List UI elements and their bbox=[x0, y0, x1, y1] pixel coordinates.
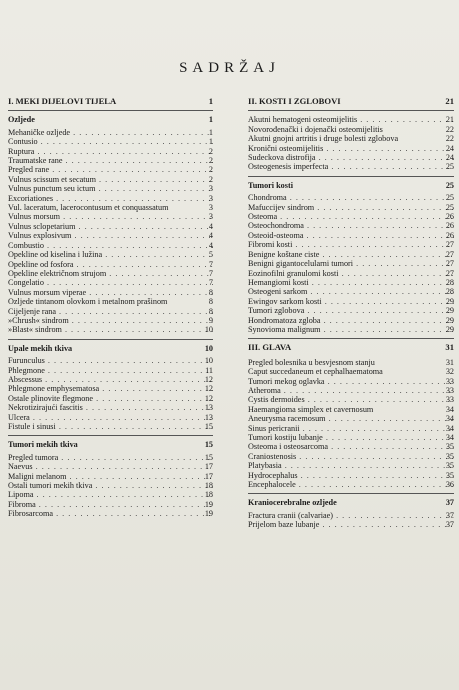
toc-page-number: 25 bbox=[445, 180, 454, 190]
toc-entry-title: Opekline od fosfora . . . bbox=[8, 260, 213, 269]
toc-entry bbox=[248, 144, 454, 153]
toc-page-number: 31 bbox=[445, 357, 454, 367]
toc-page-number: 15 bbox=[204, 452, 213, 462]
toc-entry-title: Vulnus explosivum . . . bbox=[8, 231, 213, 240]
toc-entry-title: Atheroma . . . bbox=[248, 386, 454, 395]
section-divider bbox=[8, 339, 213, 340]
toc-entry bbox=[248, 480, 454, 489]
toc-entry bbox=[248, 358, 454, 367]
toc-page-number: 22 bbox=[445, 124, 454, 134]
page-title: SADRŽAJ bbox=[179, 60, 280, 76]
toc-page-number: 35 bbox=[445, 442, 454, 452]
toc-entry-title: Contusio . . . bbox=[8, 137, 213, 146]
toc-entry-title: Prijelom baze lubanje . . . bbox=[248, 520, 454, 529]
toc-entry-title: Osteoma . . . bbox=[248, 212, 454, 221]
toc-page-number: 10 bbox=[204, 356, 213, 366]
toc-page-number: 27 bbox=[445, 268, 454, 278]
toc-entry bbox=[8, 422, 213, 431]
toc-entry bbox=[248, 386, 454, 395]
toc-entry bbox=[8, 222, 213, 231]
toc-chapter-heading bbox=[248, 181, 454, 190]
toc-page-number: 19 bbox=[204, 499, 213, 509]
toc-page-number: 29 bbox=[445, 296, 454, 306]
toc-entry bbox=[8, 375, 213, 384]
toc-entry-title: Phlegmone emphysematosa . . . bbox=[8, 384, 213, 393]
toc-page-number: 15 bbox=[204, 440, 213, 450]
toc-page-number: 15 bbox=[204, 422, 213, 431]
toc-entry bbox=[8, 278, 213, 287]
toc-entry-title: III. GLAVA bbox=[248, 342, 292, 353]
toc-entry bbox=[248, 452, 454, 461]
toc-page-number: 17 bbox=[204, 471, 213, 481]
toc-page-number: 34 bbox=[445, 404, 454, 414]
toc-entry bbox=[8, 269, 213, 278]
toc-entry-title: Vulnus punctum seu ictum . . . bbox=[8, 184, 213, 193]
toc-page-number: 3 bbox=[208, 212, 213, 222]
toc-entry bbox=[8, 231, 213, 240]
toc-page-number: 1 bbox=[208, 115, 213, 125]
toc-entry-title: Combustio . . . bbox=[8, 241, 213, 250]
section-divider bbox=[8, 435, 213, 436]
toc-page-number: 26 bbox=[445, 230, 454, 240]
toc-page-number: 28 bbox=[445, 287, 454, 297]
toc-entry bbox=[8, 165, 213, 174]
toc-page-number: 27 bbox=[445, 249, 454, 259]
toc-entry bbox=[248, 193, 454, 202]
toc-entry-title: Opekline električnom strujom . . . bbox=[8, 269, 213, 278]
toc-entry bbox=[8, 356, 213, 365]
toc-page-number: 18 bbox=[204, 481, 213, 491]
toc-page-number: 22 bbox=[445, 134, 454, 144]
toc-page-number: 37 bbox=[445, 510, 454, 520]
toc-entry bbox=[248, 250, 454, 259]
toc-page-number: 1 bbox=[208, 127, 213, 137]
toc-page-number: 33 bbox=[445, 385, 454, 395]
toc-entry-title: Hemangiomi kosti . . . bbox=[248, 278, 454, 287]
toc-chapter-heading bbox=[8, 440, 213, 449]
toc-entry-title: Benigne koštane ciste . . . bbox=[248, 250, 454, 259]
toc-entry-title: Opekline od kiselina i lužina . . . bbox=[8, 250, 213, 259]
toc-page-number: 24 bbox=[445, 153, 454, 163]
toc-entry bbox=[8, 509, 213, 518]
toc-entry-title: Vulnus morsum viperae . . . bbox=[8, 288, 213, 297]
toc-page-number: 4 bbox=[208, 240, 213, 250]
toc-entry-title: Ostali tumori mekih tkiva . . . bbox=[8, 481, 213, 490]
toc-entry-title: Maligni melanom . . . bbox=[8, 472, 213, 481]
toc-entry-title: Ozljede bbox=[8, 115, 35, 125]
toc-page-number: 27 bbox=[445, 259, 454, 269]
toc-entry-title: Vulnus scissum et secatum . . . bbox=[8, 175, 213, 184]
toc-page-number: 13 bbox=[204, 412, 213, 422]
section-divider bbox=[8, 110, 213, 111]
toc-entry bbox=[8, 147, 213, 156]
toc-entry bbox=[248, 240, 454, 249]
toc-page-number: 5 bbox=[208, 250, 213, 260]
toc-page-number: 8 bbox=[208, 297, 213, 307]
toc-entry-title: Pregled bolesnika u besvjesnom stanju bbox=[248, 357, 375, 367]
toc-entry-title: »Blast« sindrom . . . bbox=[8, 325, 213, 334]
toc-entry-title: Sinus pericranii . . . bbox=[248, 424, 454, 433]
toc-entry bbox=[248, 287, 454, 296]
toc-entry-title: Naevus . . . bbox=[8, 462, 213, 471]
toc-page-number: 34 bbox=[445, 433, 454, 442]
toc-entry bbox=[248, 221, 454, 230]
toc-entry-title: »Chrush« sindrom . . . bbox=[8, 316, 213, 325]
toc-entry bbox=[248, 405, 454, 414]
toc-entry-title: Kraniocerebralne ozljede bbox=[248, 498, 337, 508]
toc-entry bbox=[248, 306, 454, 315]
toc-page-number: 31 bbox=[445, 342, 454, 353]
toc-entry bbox=[248, 511, 454, 520]
toc-page-number: 9 bbox=[208, 315, 213, 325]
toc-entry-title: Congelatio . . . bbox=[8, 278, 213, 287]
toc-page-number: 25 bbox=[445, 193, 454, 203]
toc-page-number: 35 bbox=[445, 451, 454, 461]
toc-page-number: 28 bbox=[445, 277, 454, 287]
toc-entry bbox=[8, 462, 213, 471]
toc-entry bbox=[248, 231, 454, 240]
toc-page-number: 10 bbox=[204, 343, 213, 353]
toc-entry-title: Mehaničke ozljede . . . bbox=[8, 128, 213, 137]
toc-entry-title: Craniostenosis . . . bbox=[248, 452, 454, 461]
toc-entry-title: Ewingov sarkom kosti . . . bbox=[248, 297, 454, 306]
toc-entry bbox=[8, 212, 213, 221]
toc-entry-title: Upale mekih tkiva bbox=[8, 343, 73, 353]
toc-page-number: 3 bbox=[208, 193, 213, 203]
toc-entry-title: Cystis dermoides . . . bbox=[248, 395, 454, 404]
toc-page-number: 7 bbox=[208, 268, 213, 278]
toc-part-heading bbox=[248, 343, 454, 352]
toc-entry bbox=[8, 156, 213, 165]
toc-entry bbox=[248, 203, 454, 212]
toc-page-number: 3 bbox=[208, 203, 213, 213]
toc-entry-title: Tumori zglobova . . . bbox=[248, 306, 454, 315]
toc-entry bbox=[8, 128, 213, 137]
toc-entry bbox=[248, 316, 454, 325]
section-divider bbox=[248, 176, 454, 177]
toc-entry-title: Fractura cranii (calvariae) . . . bbox=[248, 511, 454, 520]
toc-page-number: 1 bbox=[208, 96, 213, 106]
toc-entry-title: I. MEKI DIJELOVI TIJELA bbox=[8, 96, 117, 106]
toc-entry bbox=[8, 297, 213, 306]
toc-entry-title: Fibromi kosti . . . bbox=[248, 240, 454, 249]
toc-page-number: 21 bbox=[445, 115, 454, 125]
toc-page-number: 33 bbox=[445, 376, 454, 386]
toc-entry bbox=[248, 115, 454, 124]
toc-entry-title: Pregled rane . . . bbox=[8, 165, 213, 174]
toc-entry bbox=[248, 162, 454, 171]
toc-entry-title: Novorođenački i dojenački osteomijelitis bbox=[248, 124, 383, 134]
toc-page-number: 1 bbox=[208, 137, 213, 147]
toc-entry bbox=[248, 125, 454, 134]
toc-entry bbox=[248, 278, 454, 287]
toc-entry-title: Vul. laceratum, lacerocontusum et conquassatum bbox=[8, 203, 169, 213]
toc-entry-title: Caput succedaneum et cephalhaematoma bbox=[248, 367, 383, 377]
toc-entry-title: Osteochondroma . . . bbox=[248, 221, 454, 230]
toc-entry-title: Vulnus sclopetarium . . . bbox=[8, 222, 213, 231]
toc-page-number: 36 bbox=[445, 480, 454, 490]
toc-page-number: 18 bbox=[204, 490, 213, 500]
toc-entry bbox=[8, 288, 213, 297]
toc-entry bbox=[248, 259, 454, 268]
toc-entry bbox=[8, 490, 213, 499]
toc-entry-title: Eozinofilni granulomi kosti . . . bbox=[248, 269, 454, 278]
toc-entry-title: Tumori mekog oglavka . . . bbox=[248, 377, 454, 386]
toc-entry bbox=[248, 424, 454, 433]
toc-entry-title: Fibroma . . . bbox=[8, 500, 213, 509]
toc-entry-title: Lipoma . . . bbox=[8, 490, 213, 499]
toc-entry-title: Encephalocele . . . bbox=[248, 480, 454, 489]
toc-part-heading bbox=[248, 97, 454, 106]
toc-entry bbox=[248, 461, 454, 470]
toc-right-column bbox=[248, 97, 454, 530]
toc-entry-title: Osteoid-osteoma . . . bbox=[248, 231, 454, 240]
toc-page-number: 35 bbox=[445, 470, 454, 480]
toc-page-number: 21 bbox=[445, 96, 454, 106]
toc-entry bbox=[248, 325, 454, 334]
toc-entry bbox=[8, 325, 213, 334]
toc-entry bbox=[8, 500, 213, 509]
toc-entry bbox=[8, 316, 213, 325]
toc-entry-title: Haemangioma simplex et cavernosum bbox=[248, 404, 374, 414]
toc-page-number: 27 bbox=[445, 240, 454, 250]
toc-entry-title: Hondromatoza zgloba . . . bbox=[248, 316, 454, 325]
toc-entry-title: Furunculus . . . bbox=[8, 356, 213, 365]
toc-chapter-heading bbox=[248, 498, 454, 507]
toc-entry-title: Aneurysma racemosum . . . bbox=[248, 414, 454, 423]
toc-entry bbox=[248, 377, 454, 386]
toc-entry-title: Nekrotizirajući fascitis . . . bbox=[8, 403, 213, 412]
toc-page-number: 24 bbox=[445, 143, 454, 153]
toc-part-heading bbox=[8, 97, 213, 106]
toc-entry-title: Ruptura . . . bbox=[8, 147, 213, 156]
toc-page-number: 29 bbox=[445, 315, 454, 325]
toc-page-number: 4 bbox=[208, 231, 213, 241]
toc-entry bbox=[8, 260, 213, 269]
toc-page-number: 7 bbox=[208, 259, 213, 269]
toc-entry bbox=[248, 471, 454, 480]
toc-entry-title: Sudeckova distrofija . . . bbox=[248, 153, 454, 162]
toc-entry bbox=[8, 453, 213, 462]
toc-entry-title: Fistule i sinusi . . . bbox=[8, 422, 213, 431]
toc-entry-title: Traumatske rane . . . bbox=[8, 156, 213, 165]
toc-left-column bbox=[8, 97, 213, 519]
toc-page-number: 2 bbox=[208, 156, 213, 166]
toc-entry-title: Akutni gnojni artritis i druge bolesti zglobova bbox=[248, 134, 399, 144]
toc-entry-title: Tumori mekih tkiva bbox=[8, 440, 78, 450]
toc-entry bbox=[8, 413, 213, 422]
toc-entry-title: Abscessus . . . bbox=[8, 375, 213, 384]
toc-entry-title: Tumori kostiju lubanje . . . bbox=[248, 433, 454, 442]
toc-entry bbox=[248, 520, 454, 529]
toc-entry-title: Tumori kosti bbox=[248, 180, 293, 190]
toc-entry-title: Akutni hematogeni osteomijelitis . . . bbox=[248, 115, 454, 124]
toc-entry bbox=[248, 433, 454, 442]
toc-page-number: 19 bbox=[204, 509, 213, 519]
toc-entry-title: Synovioma malignum . . . bbox=[248, 325, 454, 334]
toc-entry-title: Ozljede tintanom olovkom i metalnom prašinom bbox=[8, 297, 168, 307]
toc-entry bbox=[8, 250, 213, 259]
toc-page-number: 33 bbox=[445, 395, 454, 405]
toc-page-number: 26 bbox=[445, 212, 454, 222]
toc-entry-title: Excoriationes . . . bbox=[8, 194, 213, 203]
toc-page-number: 25 bbox=[445, 202, 454, 212]
toc-entry bbox=[248, 153, 454, 162]
toc-entry bbox=[8, 203, 213, 212]
toc-entry-title: Osteoma i osteosarcoma . . . bbox=[248, 442, 454, 451]
toc-entry bbox=[8, 175, 213, 184]
toc-entry-title: Pregled tumora . . . bbox=[8, 453, 213, 462]
toc-entry bbox=[8, 384, 213, 393]
toc-entry-title: Fibrosarcoma . . . bbox=[8, 509, 213, 518]
toc-entry bbox=[8, 307, 213, 316]
toc-entry bbox=[8, 481, 213, 490]
toc-entry bbox=[248, 395, 454, 404]
toc-page-number: 3 bbox=[208, 184, 213, 194]
toc-page-number: 17 bbox=[204, 462, 213, 472]
toc-entry bbox=[8, 394, 213, 403]
toc-page-number: 11 bbox=[205, 365, 213, 375]
toc-entry-title: Osteogeni sarkom . . . bbox=[248, 287, 454, 296]
toc-page-number: 35 bbox=[445, 461, 454, 471]
toc-page-number: 37 bbox=[445, 520, 454, 530]
toc-entry bbox=[248, 212, 454, 221]
toc-entry-title: II. KOSTI I ZGLOBOVI bbox=[248, 96, 341, 106]
toc-entry-title: Ostale plinovite flegmone . . . bbox=[8, 394, 213, 403]
toc-page-number: 13 bbox=[204, 403, 213, 413]
toc-entry-title: Vulnus morsum . . . bbox=[8, 212, 213, 221]
toc-page-number: 2 bbox=[208, 174, 213, 184]
toc-entry bbox=[8, 472, 213, 481]
toc-entry-title: Ulcera . . . bbox=[8, 413, 213, 422]
toc-entry bbox=[248, 134, 454, 143]
toc-chapter-heading bbox=[8, 115, 213, 124]
section-divider bbox=[248, 338, 454, 339]
toc-entry-title: Osteogenesis imperfecta . . . bbox=[248, 162, 454, 171]
toc-entry bbox=[8, 241, 213, 250]
toc-entry-title: Kronični osteomijelitis . . . bbox=[248, 144, 454, 153]
toc-page-number: 29 bbox=[445, 324, 454, 334]
toc-entry-title: Chondroma . . . bbox=[248, 193, 454, 202]
section-divider bbox=[248, 110, 454, 111]
toc-page-number: 2 bbox=[208, 165, 213, 175]
toc-entry bbox=[248, 367, 454, 376]
toc-entry bbox=[8, 403, 213, 412]
toc-entry-title: Phlegmone . . . bbox=[8, 366, 213, 375]
toc-entry-title: Cijeljenje rana . . . bbox=[8, 307, 213, 316]
toc-chapter-heading bbox=[8, 344, 213, 353]
toc-page-number: 34 bbox=[445, 414, 454, 424]
toc-page-number: 34 bbox=[445, 423, 454, 433]
toc-page-number: 8 bbox=[208, 287, 213, 297]
toc-page-number: 37 bbox=[445, 498, 454, 508]
toc-page-number: 26 bbox=[445, 221, 454, 231]
toc-entry bbox=[248, 297, 454, 306]
toc-entry bbox=[8, 137, 213, 146]
toc-entry bbox=[248, 414, 454, 423]
toc-page-number: 2 bbox=[208, 146, 213, 156]
toc-entry bbox=[248, 269, 454, 278]
toc-entry bbox=[248, 442, 454, 451]
toc-page-number: 32 bbox=[445, 367, 454, 377]
toc-entry bbox=[8, 184, 213, 193]
toc-entry bbox=[8, 366, 213, 375]
toc-page-number: 12 bbox=[204, 374, 213, 384]
toc-page-number: 12 bbox=[204, 393, 213, 403]
toc-page-number: 25 bbox=[445, 162, 454, 172]
toc-entry-title: Platybasia . . . bbox=[248, 461, 454, 470]
toc-entry-title: Benigni gigantocelularni tumori . . . bbox=[248, 259, 454, 268]
section-divider bbox=[248, 493, 454, 494]
toc-page-number: 10 bbox=[204, 325, 213, 335]
toc-page-number: 8 bbox=[208, 306, 213, 316]
toc-page-number: 12 bbox=[204, 384, 213, 394]
toc-entry-title: Mafuccijev sindrom . . . bbox=[248, 203, 454, 212]
toc-page-number: 4 bbox=[208, 221, 213, 231]
toc-page-number: 7 bbox=[208, 278, 213, 288]
toc-entry-title: Hydrocephalus . . . bbox=[248, 471, 454, 480]
toc-page-number: 29 bbox=[445, 306, 454, 316]
toc-entry bbox=[8, 194, 213, 203]
